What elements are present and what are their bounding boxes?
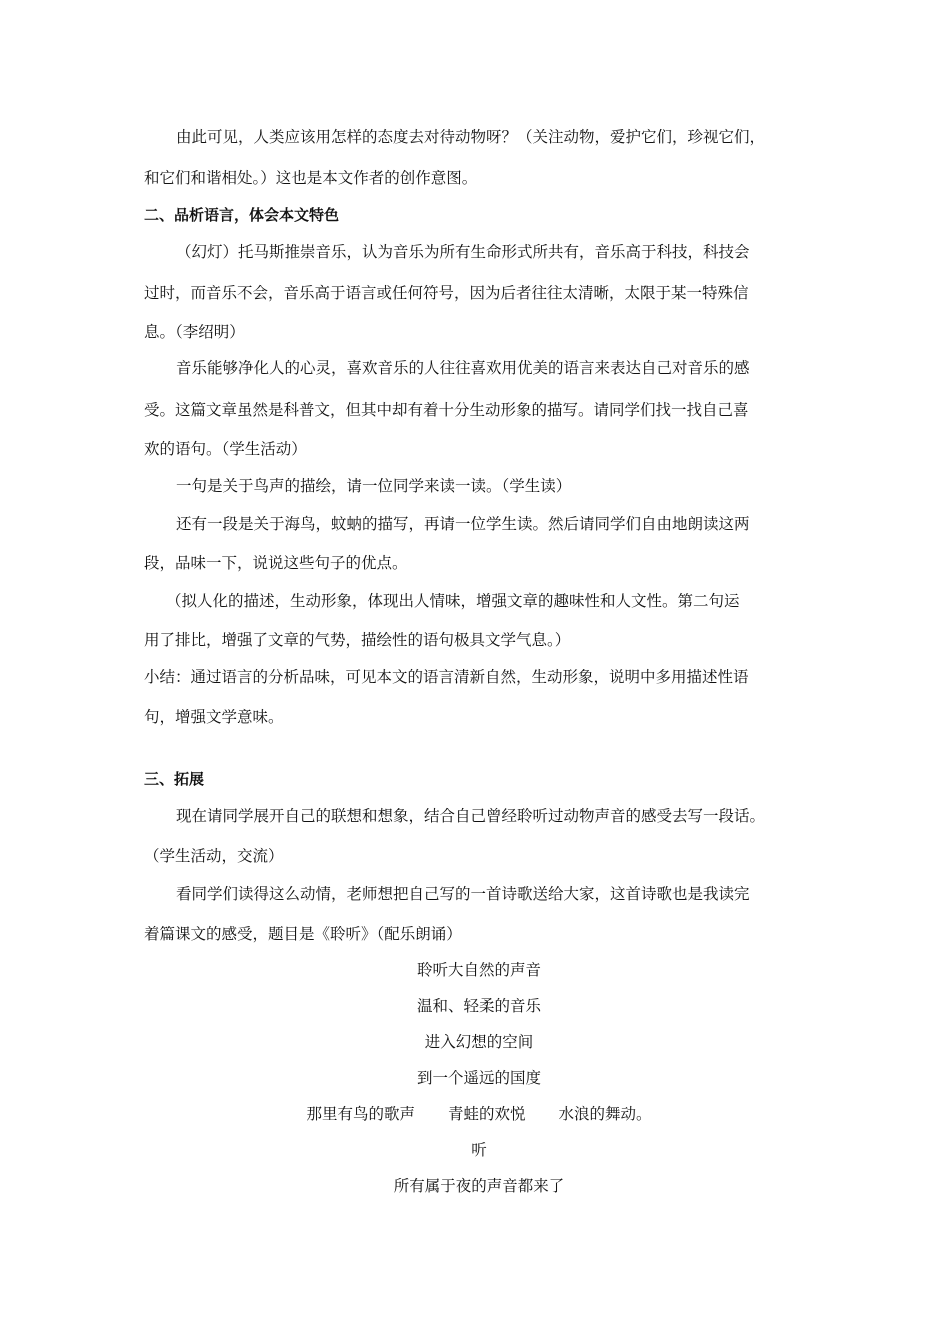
paragraph-line: 着篇课文的感受，题目是《聆听》（配乐朗诵） (144, 925, 462, 943)
paragraph-line: 音乐能够净化人的心灵，喜欢音乐的人往往喜欢用优美的语言来表达自己对音乐的感 (176, 359, 750, 377)
poem-phrase: 那里有鸟的歌声 (306, 1105, 416, 1123)
paragraph-line: 息。（李绍明） (144, 323, 245, 341)
paragraph-line: （幻灯）托马斯推崇音乐，认为音乐为所有生命形式所共有，音乐高于科技，科技会 (176, 243, 750, 261)
poem-line: 温和、轻柔的音乐 (416, 997, 541, 1015)
poem-phrase: 水浪的舞动。 (558, 1105, 652, 1123)
paragraph-line: 段，品味一下，说说这些句子的优点。 (144, 554, 408, 572)
summary-line: 小结：通过语言的分析品味，可见本文的语言清新自然，生动形象，说明中多用描述性语 (144, 668, 749, 686)
paragraph-line: 和它们和谐相处。）这也是本文作者的创作意图。 (144, 169, 478, 187)
paragraph-line: 看同学们读得这么动情，老师想把自己写的一首诗歌送给大家，这首诗歌也是我读完 (176, 885, 750, 903)
paragraph-line: 还有一段是关于海鸟，蚊蚋的描写，再请一位学生读。然后请同学们自由地朗读这两 (176, 515, 750, 533)
summary-line: 句，增强文学意味。 (144, 708, 284, 726)
poem-line: 聆听大自然的声音 (416, 961, 541, 979)
paragraph-line: （拟人化的描述，生动形象，体现出人情味，增强文章的趣味性和人文性。第二句运 (166, 592, 740, 610)
poem-line: 所有属于夜的声音都来了 (393, 1177, 565, 1195)
poem-line: 听 (471, 1141, 487, 1159)
poem-line (144, 1104, 814, 1124)
paragraph-line: 过时，而音乐不会，音乐高于语言或任何符号，因为后者往往太清晰，太限于某一特殊信 (144, 284, 749, 302)
paragraph-line: 现在请同学展开自己的联想和想象，结合自己曾经聆听过动物声音的感受去写一段话。 (176, 807, 766, 825)
section-heading: 二、品析语言，体会本文特色 (144, 206, 340, 224)
paragraph-line: （学生活动，交流） (144, 847, 284, 865)
paragraph-line: 用了排比，增强了文章的气势，描绘性的语句极具文学气息。） (144, 631, 571, 649)
poem-line: 进入幻想的空间 (424, 1033, 534, 1051)
paragraph-line: 一句是关于鸟声的描绘，请一位同学来读一读。（学生读） (176, 477, 572, 495)
paragraph-line: 受。这篇文章虽然是科普文，但其中却有着十分生动形象的描写。请同学们找一找自己喜 (144, 401, 749, 419)
poem-line: 到一个遥远的国度 (416, 1069, 541, 1087)
paragraph-line: 由此可见，人类应该用怎样的态度去对待动物呀？（关注动物，爱护它们，珍视它们， (176, 128, 766, 146)
poem-phrase: 青蛙的欢悦 (447, 1105, 526, 1123)
section-heading: 三、拓展 (144, 770, 205, 788)
paragraph-line: 欢的语句。（学生活动） (144, 440, 307, 458)
